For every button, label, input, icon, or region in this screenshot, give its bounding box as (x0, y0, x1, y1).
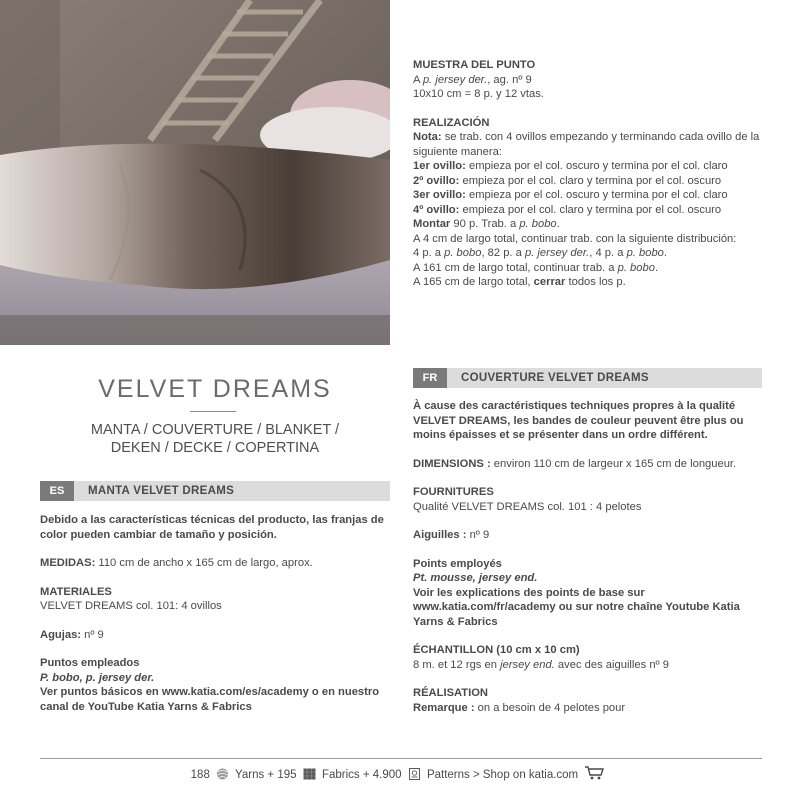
section-title-es: MANTA VELVET DREAMS (88, 485, 235, 497)
footer-divider (40, 758, 762, 759)
language-code-fr: FR (413, 368, 447, 388)
es-muestra-line1: A p. jersey der., ag. nº 9 (413, 73, 532, 86)
fr-echantillon-text: 8 m. et 12 rgs en jersey end. avec des aiguilles nº 9 (413, 658, 669, 671)
es-intro: Debido a las características técnicas del producto, las franjas de color pueden cambiar de tamaño y posición. (40, 514, 384, 541)
patterns-label: Patterns > Shop on (426, 769, 526, 781)
es-montar: Montar 90 p. Trab. a p. bobo. (413, 218, 560, 230)
es-muestra-line2: 10x10 cm = 8 p. y 12 vtas. (413, 88, 544, 100)
fr-fournitures-text: Qualité VELVET DREAMS col. 101 : 4 pelotes (413, 500, 642, 513)
fr-dimensions: DIMENSIONS : environ 110 cm de largeur x 165 cm de longueur. (413, 457, 737, 470)
fr-aiguilles: Aiguilles : nº 9 (413, 529, 490, 541)
es-puntos-heading: Puntos empleados (40, 657, 140, 669)
fr-voir-points: Voir les explications des points de base sur www.katia.com/fr/academy ou sur notre chaîne Youtube Katia Yarns & Fabrics (413, 586, 740, 628)
es-ovillo-2: 2º ovillo: empieza por el col. claro y termina por el col. oscuro (413, 174, 722, 187)
es-a161: A 161 cm de largo total, continuar trab. a p. bobo. (413, 261, 659, 274)
pattern-icon (408, 768, 421, 780)
pattern-title: VELVET DREAMS (98, 375, 332, 403)
subtitle-line-1: MANTA / COUVERTURE / BLANKET / (90, 422, 340, 438)
es-materiales-heading: MATERIALES (40, 585, 112, 598)
blanket-photo (0, 0, 390, 345)
fr-points-heading: Points employés (413, 557, 502, 570)
yarns-count: 188 (190, 769, 210, 781)
fr-echantillon-heading: ÉCHANTILLON (10 cm x 10 cm) (413, 644, 580, 656)
language-code-es: ES (40, 481, 74, 501)
pattern-subtitle (40, 421, 390, 457)
es-muestra-heading: MUESTRA DEL PUNTO (413, 59, 536, 71)
es-instructions-part2 (413, 58, 763, 290)
es-medidas: MEDIDAS: 110 cm de ancho x 165 cm de largo, aprox. (40, 557, 313, 569)
es-a165: A 165 cm de largo total, cerrar todos los p. (413, 276, 626, 288)
fr-points-text: Pt. mousse, jersey end. (413, 572, 538, 584)
fr-remarque: Remarque : on a besoin de 4 pelotes pour (413, 701, 626, 714)
section-title-fr: COUVERTURE VELVET DREAMS (461, 372, 649, 384)
fr-fournitures-heading: FOURNITURES (413, 486, 494, 498)
es-materiales-text: VELVET DREAMS col. 101: 4 ovillos (40, 600, 222, 612)
site-link[interactable]: katia.com (528, 769, 579, 781)
es-puntos-text: P. bobo, p. jersey der. (40, 671, 155, 684)
title-divider (190, 411, 236, 412)
es-ovillo-4: 4º ovillo: empieza por el col. claro y termina por el col. oscuro (413, 203, 722, 216)
section-header-fr (413, 368, 762, 388)
es-instructions-part1 (40, 513, 390, 714)
es-ovillo-3: 3er ovillo: empieza por el col. oscuro y termina por el col. claro (413, 189, 728, 201)
footer (0, 766, 800, 781)
cart-icon[interactable] (584, 766, 606, 778)
section-header-es (40, 481, 390, 501)
fr-instructions (413, 399, 758, 715)
es-distribucion: A 4 cm de largo total, continuar trab. con la siguiente distribución: (413, 232, 737, 245)
yarn-ball-icon (216, 768, 229, 780)
es-realizacion-heading: REALIZACIÓN (413, 116, 490, 129)
fr-realisation-heading: RÉALISATION (413, 687, 488, 699)
fabrics-label: Fabrics + 4.900 (321, 769, 402, 781)
es-ver-puntos: Ver puntos básicos en www.katia.com/es/academy o en nuestro canal de YouTube Katia Yarns & Fabrics (40, 686, 380, 713)
fr-intro: À cause des caractéristiques techniques propres à la qualité VELVET DREAMS, les bandes de couleur peuvent être plus ou moins épaisses et se présenter dans un ordre différent. (413, 400, 744, 441)
es-nota: Nota: se trab. con 4 ovillos empezando y terminando cada ovillo de la siguiente manera: (413, 131, 760, 158)
fabric-icon (303, 768, 316, 780)
yarns-label: Yarns + 195 (235, 769, 297, 781)
es-agujas: Agujas: nº 9 (40, 628, 104, 641)
subtitle-line-2: DEKEN / DECKE / COPERTINA (110, 440, 320, 456)
es-distribucion-detail: 4 p. a p. bobo, 82 p. a p. jersey der., 4 p. a p. bobo. (413, 247, 668, 259)
es-ovillo-1: 1er ovillo: empieza por el col. oscuro y termina por el col. claro (413, 160, 728, 172)
